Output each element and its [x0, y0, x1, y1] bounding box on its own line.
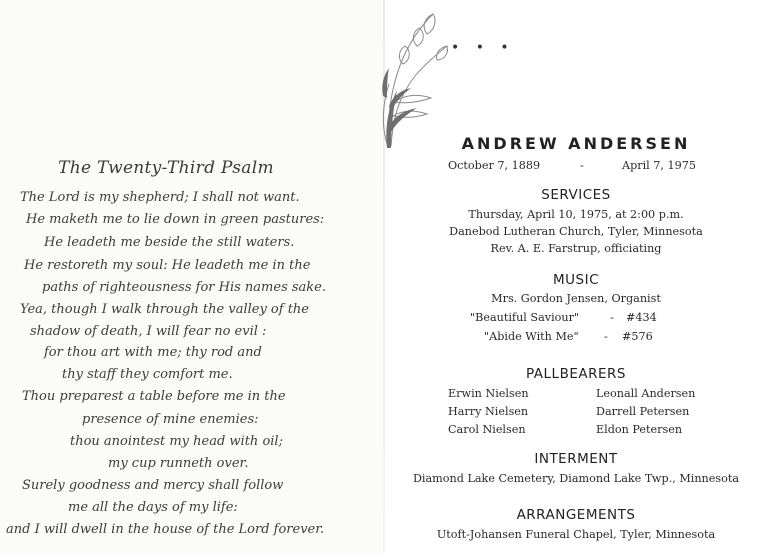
psalm-line: Yea, though I walk through the valley of the [20, 302, 309, 317]
psalm-line: shadow of death, I will fear no evil : [30, 324, 267, 339]
psalm-line: and I will dwell in the house of the Lord forever. [6, 522, 325, 537]
deceased-name: ANDREW ANDERSEN [461, 134, 691, 153]
psalm-line: paths of righteousness for His names sake. [42, 280, 326, 295]
pallbearer-name: Carol Nielsen [448, 423, 526, 436]
psalm-line: The Lord is my shepherd; I shall not want. [20, 190, 300, 205]
pallbearer-name: Harry Nielsen [448, 405, 529, 418]
psalm-line: presence of mine enemies: [82, 412, 259, 427]
services-line: Rev. A. E. Farstrup, officiating [490, 242, 662, 255]
psalm-line: Surely goodness and mercy shall follow [22, 478, 284, 493]
hymn-separator: - [610, 311, 614, 324]
psalm-line: He leadeth me beside the still waters. [44, 235, 295, 250]
arrangements-heading: ARRANGEMENTS [516, 507, 636, 523]
hymn-title: "Abide With Me" [484, 330, 579, 343]
psalm-line: Thou preparest a table before me in the [22, 389, 286, 404]
services-heading: SERVICES [541, 187, 611, 203]
death-date: April 7, 1975 [622, 159, 697, 172]
organist: Mrs. Gordon Jensen, Organist [491, 292, 661, 305]
psalm-line: thou anointest my head with oil; [70, 434, 283, 449]
psalm-line: He restoreth my soul: He leadeth me in the [24, 258, 311, 273]
pallbearer-name: Erwin Nielsen [448, 387, 529, 400]
hymn-title: "Beautiful Saviour" [470, 311, 580, 324]
birth-date: October 7, 1889 [448, 159, 541, 172]
music-heading: MUSIC [552, 272, 599, 288]
psalm-line: thy staff they comfort me. [62, 367, 233, 382]
psalm-line: me all the days of my life: [68, 500, 238, 515]
psalm-line: for thou art with me; thy rod and [44, 345, 262, 360]
date-separator: - [580, 159, 584, 172]
psalm-title: The Twenty-Third Psalm [58, 158, 274, 178]
lily-flower-icon [375, 6, 455, 152]
hymn-separator: - [604, 330, 608, 343]
psalm-line: He maketh me to lie down in green pastures: [26, 212, 325, 227]
psalm-line: my cup runneth over. [108, 456, 249, 471]
pallbearer-name: Leonall Andersen [596, 387, 696, 400]
pallbearers-heading: PALLBEARERS [526, 366, 626, 382]
interment-location: Diamond Lake Cemetery, Diamond Lake Twp., Minnesota [412, 472, 740, 485]
pallbearer-name: Darrell Petersen [596, 405, 690, 418]
services-line: Danebod Lutheran Church, Tyler, Minnesota [449, 225, 703, 238]
services-line: Thursday, April 10, 1975, at 2:00 p.m. [468, 208, 684, 221]
hymn-number: #576 [622, 330, 653, 343]
hymn-number: #434 [626, 311, 657, 324]
arrangements-location: Utoft-Johansen Funeral Chapel, Tyler, Minnesota [436, 528, 716, 541]
decorative-dots: • • • [451, 40, 515, 56]
interment-heading: INTERMENT [534, 451, 618, 467]
pallbearer-name: Eldon Petersen [596, 423, 683, 436]
